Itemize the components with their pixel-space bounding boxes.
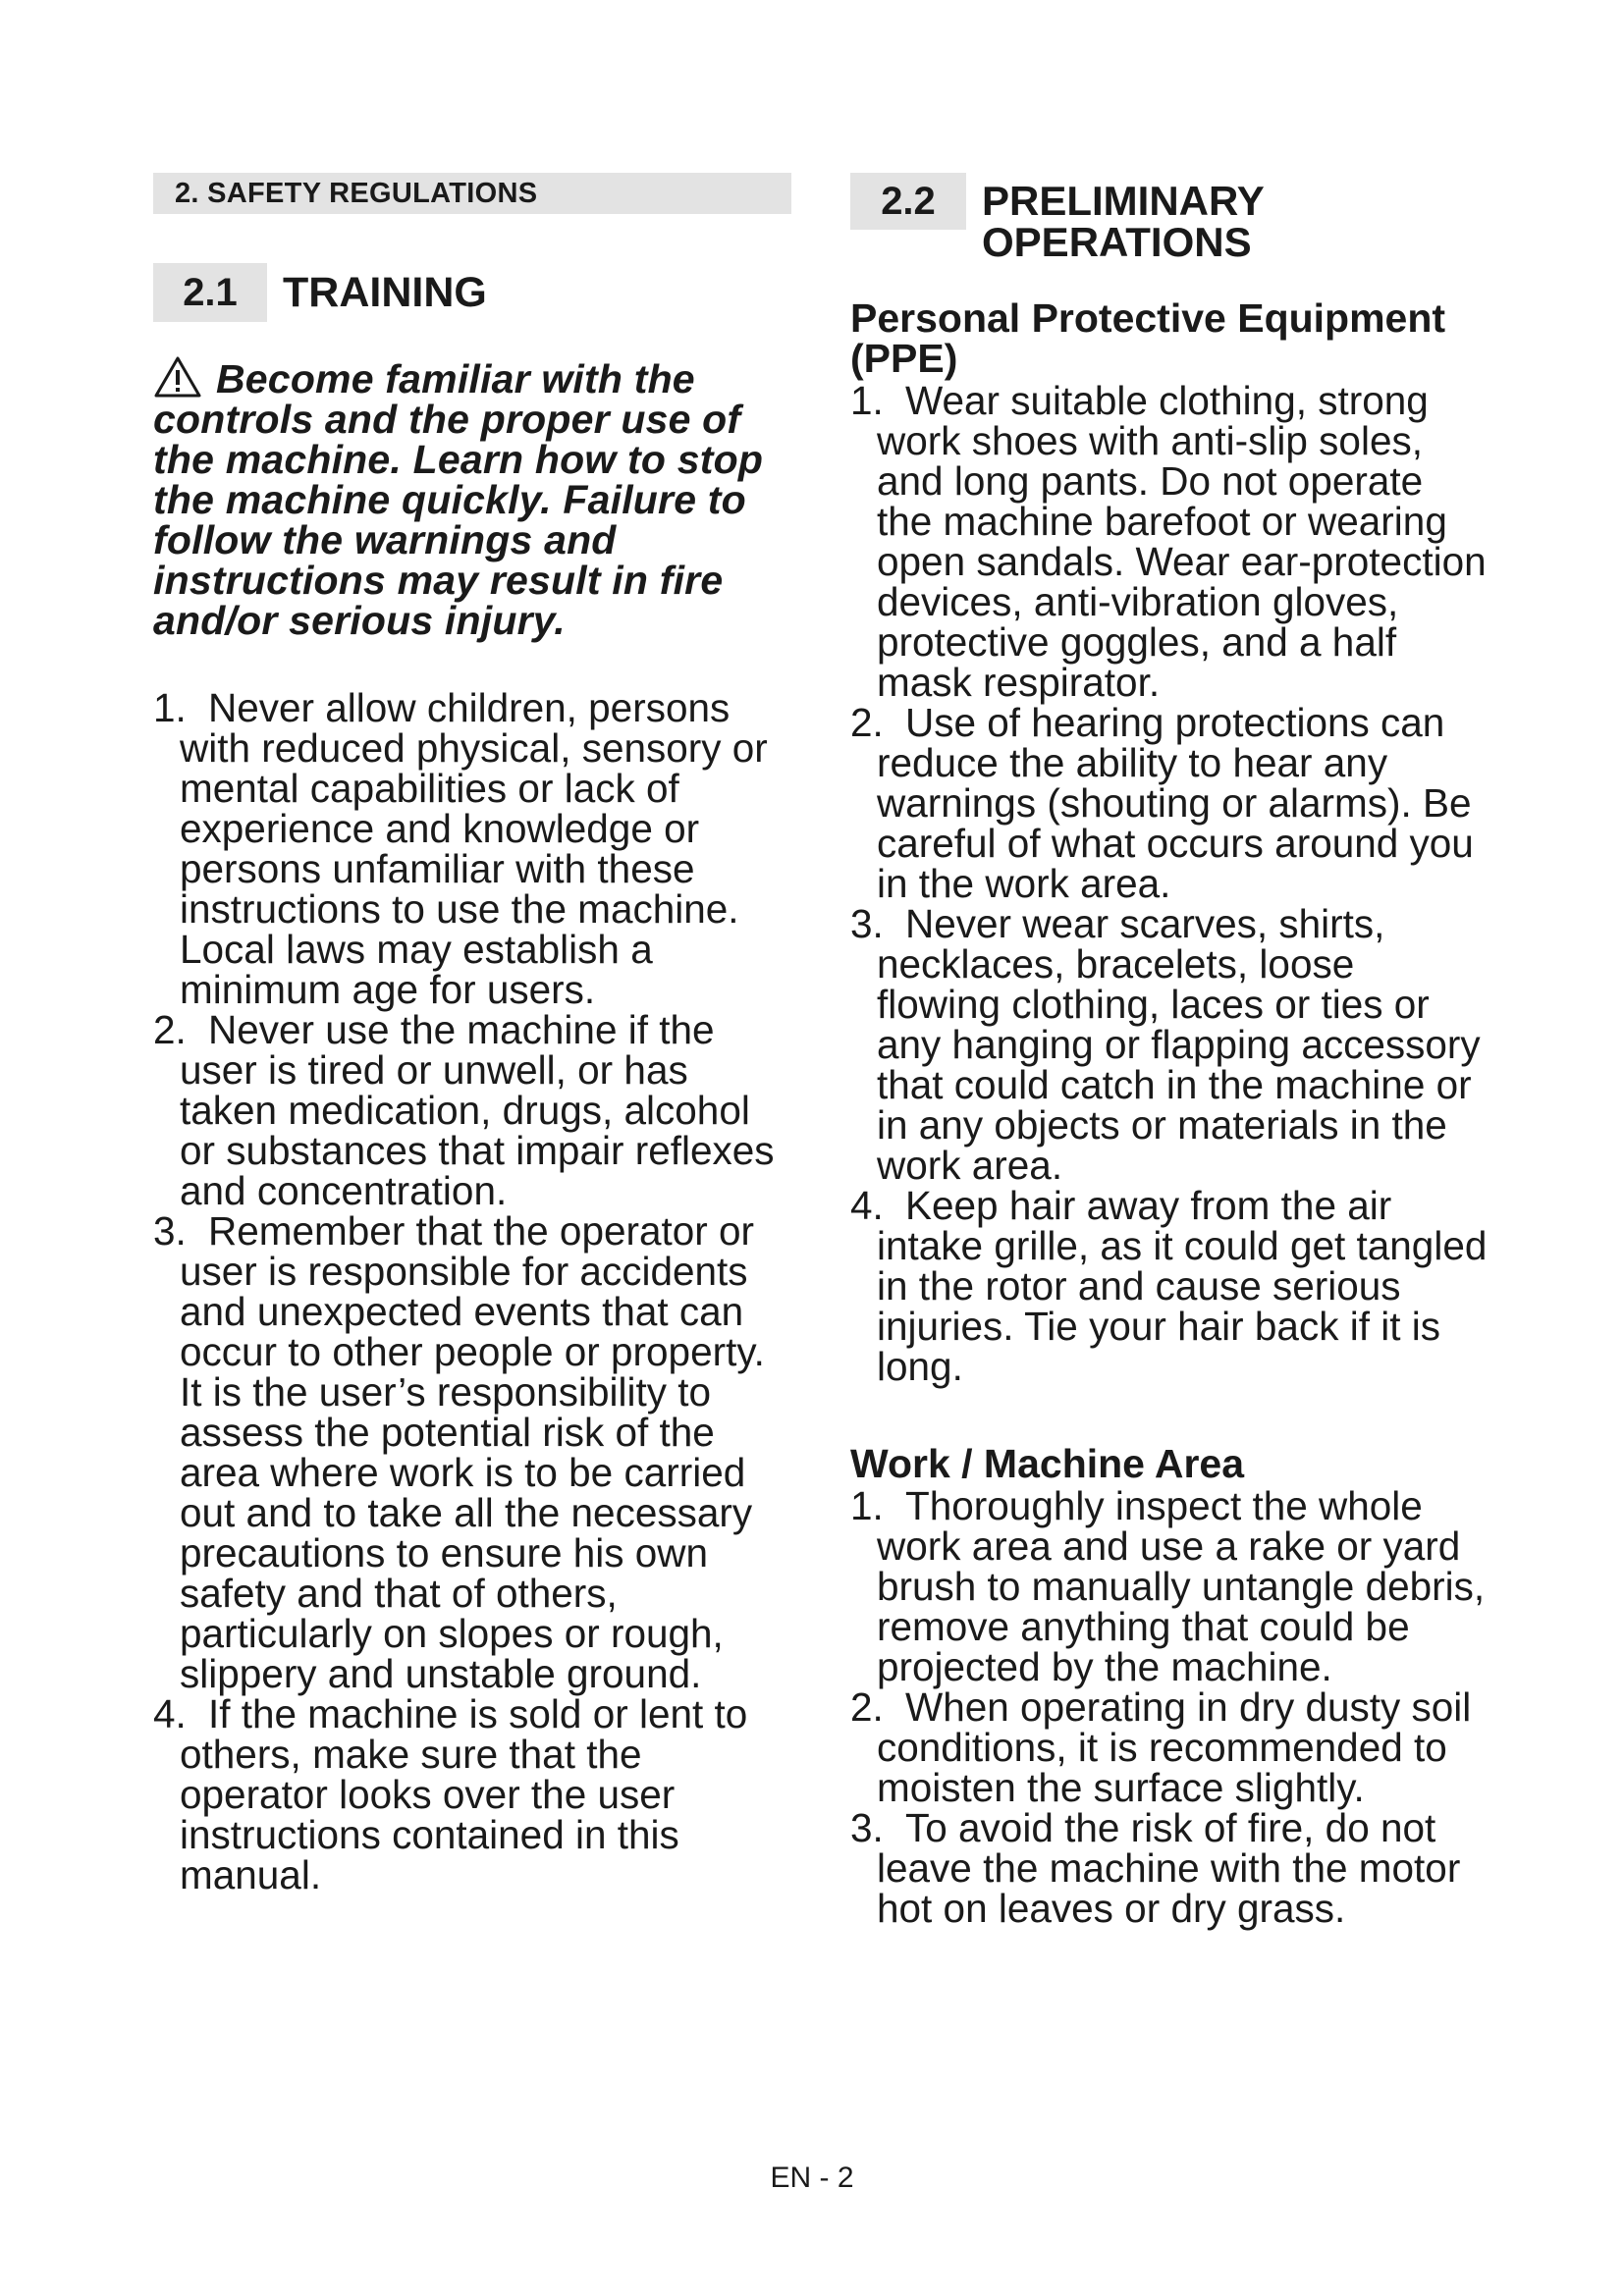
item-text: Wear suitable clothing, strong work shoes with anti-slip soles, and long pants. Do not operate the machine barefoot or wearing open sandals. Wear ear-protection devices, anti-vibration gloves, protective goggles, and a half mask respirator.: [877, 378, 1487, 705]
preliminary-number: 2.2: [850, 173, 966, 230]
item-text: Never use the machine if the user is tired or unwell, or has taken medication, drugs, alcohol or substances that impair reflexes and concentration.: [180, 1007, 775, 1213]
section-heading: 2. SAFETY REGULATIONS: [153, 173, 791, 214]
work-area-list: [850, 1483, 1489, 1931]
item-text: Never allow children, persons with reduced physical, sensory or mental capabilities or lack of experience and knowledge or persons unfamiliar with these instructions to use the machine. Local laws may establish a minimum age for users.: [180, 685, 768, 1012]
preliminary-title-line1: PRELIMINARY: [982, 178, 1265, 224]
list-item: [850, 1684, 1489, 1810]
item-number: 1.: [850, 1483, 884, 1528]
list-item: [850, 700, 1489, 906]
page-number: EN - 2: [770, 2162, 854, 2194]
item-text: Remember that the operator or user is responsible for accidents and unexpected events that can occur to other people or property. It is the user’s responsibility to assess the potential risk of the area where work is to be carried out and to take all the necessary precautions to ensure his own safety and that of others, particularly on slopes or rough, slippery and unstable ground.: [180, 1208, 765, 1696]
item-number: 2.: [850, 700, 884, 745]
training-heading: [153, 263, 791, 322]
list-item: [153, 1208, 791, 1696]
item-text: Use of hearing protections can reduce the ability to hear any warnings (shouting or alarms). Be careful of what occurs around you in the work area.: [877, 700, 1474, 906]
list-item: [850, 1183, 1489, 1389]
item-number: 3.: [850, 1805, 884, 1850]
list-item: [153, 685, 791, 1012]
warning-triangle-icon: [153, 355, 202, 399]
item-number: 3.: [153, 1208, 187, 1254]
item-number: 1.: [850, 378, 884, 423]
item-number: 4.: [153, 1691, 187, 1736]
item-number: 1.: [153, 685, 187, 730]
list-item: [850, 901, 1489, 1188]
item-text: To avoid the risk of fire, do not leave the machine with the motor hot on leaves or dry grass.: [877, 1805, 1461, 1931]
preliminary-title-line2: OPERATIONS: [982, 219, 1252, 265]
list-item: [850, 378, 1489, 705]
preliminary-title: [966, 173, 1265, 263]
item-text: Never wear scarves, shirts, necklaces, bracelets, loose flowing clothing, laces or ties or any hanging or flapping accessory that could catch in the machine or in any objects or materials in the work area.: [877, 901, 1481, 1188]
item-number: 2.: [153, 1007, 187, 1052]
right-column: [850, 173, 1489, 1929]
item-number: 4.: [850, 1183, 884, 1228]
training-number: 2.1: [153, 263, 267, 322]
item-text: If the machine is sold or lent to others, make sure that the operator looks over the user instructions contained in this manual.: [180, 1691, 748, 1897]
list-item: [850, 1805, 1489, 1931]
item-text: When operating in dry dusty soil conditions, it is recommended to moisten the surface slightly.: [877, 1684, 1472, 1810]
preliminary-heading: [850, 173, 1489, 263]
item-number: 2.: [850, 1684, 884, 1730]
list-item: [153, 1007, 791, 1213]
item-text: Keep hair away from the air intake grille, as it could get tangled in the rotor and cause serious injuries. Tie your hair back if it is long.: [877, 1183, 1488, 1389]
item-text: Thoroughly inspect the whole work area and use a rake or yard brush to manually untangle debris, remove anything that could be projected by the machine.: [877, 1483, 1486, 1689]
item-number: 3.: [850, 901, 884, 946]
list-item: [153, 1691, 791, 1897]
warning-text: Become familiar with the controls and the proper use of the machine. Learn how to stop the machine quickly. Failure to follow the warnings and instructions may result in fire and/or serious injury.: [153, 356, 764, 643]
warning-block: [153, 355, 791, 641]
ppe-title: Personal Protective Equipment (PPE): [850, 295, 1446, 381]
list-item: [850, 1483, 1489, 1689]
work-area-title: Work / Machine Area: [850, 1441, 1245, 1486]
ppe-list: [850, 378, 1489, 1389]
training-title: TRAINING: [283, 269, 487, 316]
left-column: [153, 173, 791, 1896]
training-list: [153, 685, 791, 1897]
